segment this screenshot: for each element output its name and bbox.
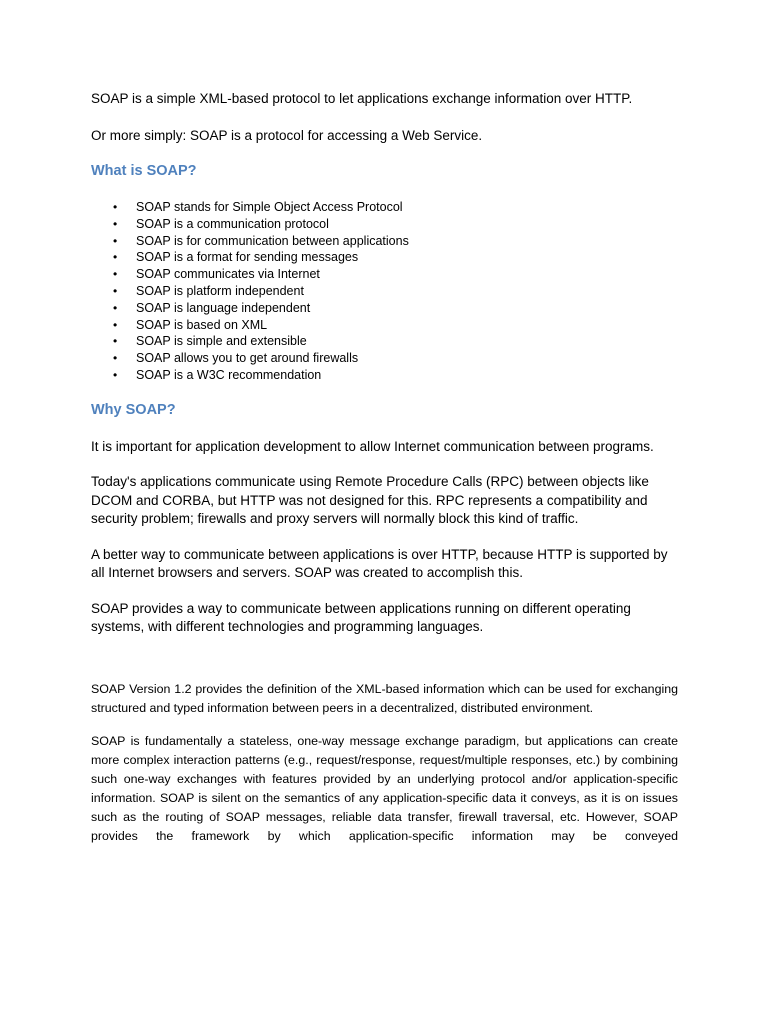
what-is-soap-list	[91, 199, 678, 384]
bullet-icon: •	[113, 334, 118, 349]
list-item: • SOAP is a format for sending messages	[113, 250, 359, 265]
list-item: • SOAP allows you to get around firewalls	[113, 351, 359, 366]
list-item: • SOAP is simple and extensible	[113, 334, 307, 349]
bullet-icon: •	[113, 233, 118, 248]
why-paragraph-2: Today's applications communicate using Remote Procedure Calls (RPC) between objects like DCOM and CORBA, but HTTP was not designed for this. RPC represents a compatibility and security problem; firewalls and proxy servers will normally block this kind of traffic.	[91, 474, 649, 527]
bullet-icon: •	[113, 300, 118, 315]
why-paragraph-1: It is important for application development to allow Internet communication between programs.	[91, 438, 654, 454]
bullet-icon: •	[113, 250, 118, 265]
spec-paragraph-1: SOAP Version 1.2 provides the definition of the XML-based information which can be used for exchanging structured and typed information between peers in a decentralized, distributed environment.	[91, 681, 678, 715]
why-soap-heading: Why SOAP?	[91, 401, 176, 418]
list-item: • SOAP is for communication between applications	[113, 233, 409, 248]
spec-paragraph-2: SOAP is fundamentally a stateless, one-way message exchange paradigm, but applications can create more complex interaction patterns (e.g., request/response, request/multiple responses, etc.) by combining such one-way exchanges with features provided by an underlying protocol and/or application-specific information. SOAP is silent on the semantics of any application-specific data it conveys, as it is on issues such as the routing of SOAP messages, reliable data transfer, firewall traversal, etc. However, SOAP provides the framework by which application-specific information may be conveyed	[91, 733, 678, 843]
bullet-icon: •	[113, 267, 118, 282]
bullet-icon: •	[113, 367, 118, 382]
list-item: • SOAP is based on XML	[113, 317, 268, 332]
document-page	[91, 90, 678, 846]
intro-line-2: Or more simply: SOAP is a protocol for accessing a Web Service.	[91, 127, 483, 143]
bullet-icon: •	[113, 351, 118, 366]
what-is-soap-heading: What is SOAP?	[91, 163, 197, 179]
why-paragraph-4: SOAP provides a way to communicate between applications running on different operating systems, with different technologies and programming languages.	[91, 600, 631, 635]
list-item: • SOAP is a communication protocol	[113, 216, 329, 231]
why-paragraph-3: A better way to communicate between applications is over HTTP, because HTTP is supported by all Internet browsers and servers. SOAP was created to accomplish this.	[91, 546, 668, 581]
bullet-icon: •	[113, 317, 118, 332]
list-item: • SOAP is language independent	[113, 300, 311, 315]
list-item: • SOAP is platform independent	[113, 283, 304, 298]
list-item: • SOAP communicates via Internet	[113, 267, 320, 282]
list-item: • SOAP is a W3C recommendation	[113, 367, 322, 382]
intro-line-1: SOAP is a simple XML-based protocol to let applications exchange information over HTTP.	[91, 91, 633, 106]
list-item: • SOAP stands for Simple Object Access Protocol	[113, 200, 403, 214]
bullet-icon: •	[113, 283, 118, 298]
bullet-icon: •	[113, 216, 118, 231]
bullet-icon: •	[113, 200, 118, 214]
